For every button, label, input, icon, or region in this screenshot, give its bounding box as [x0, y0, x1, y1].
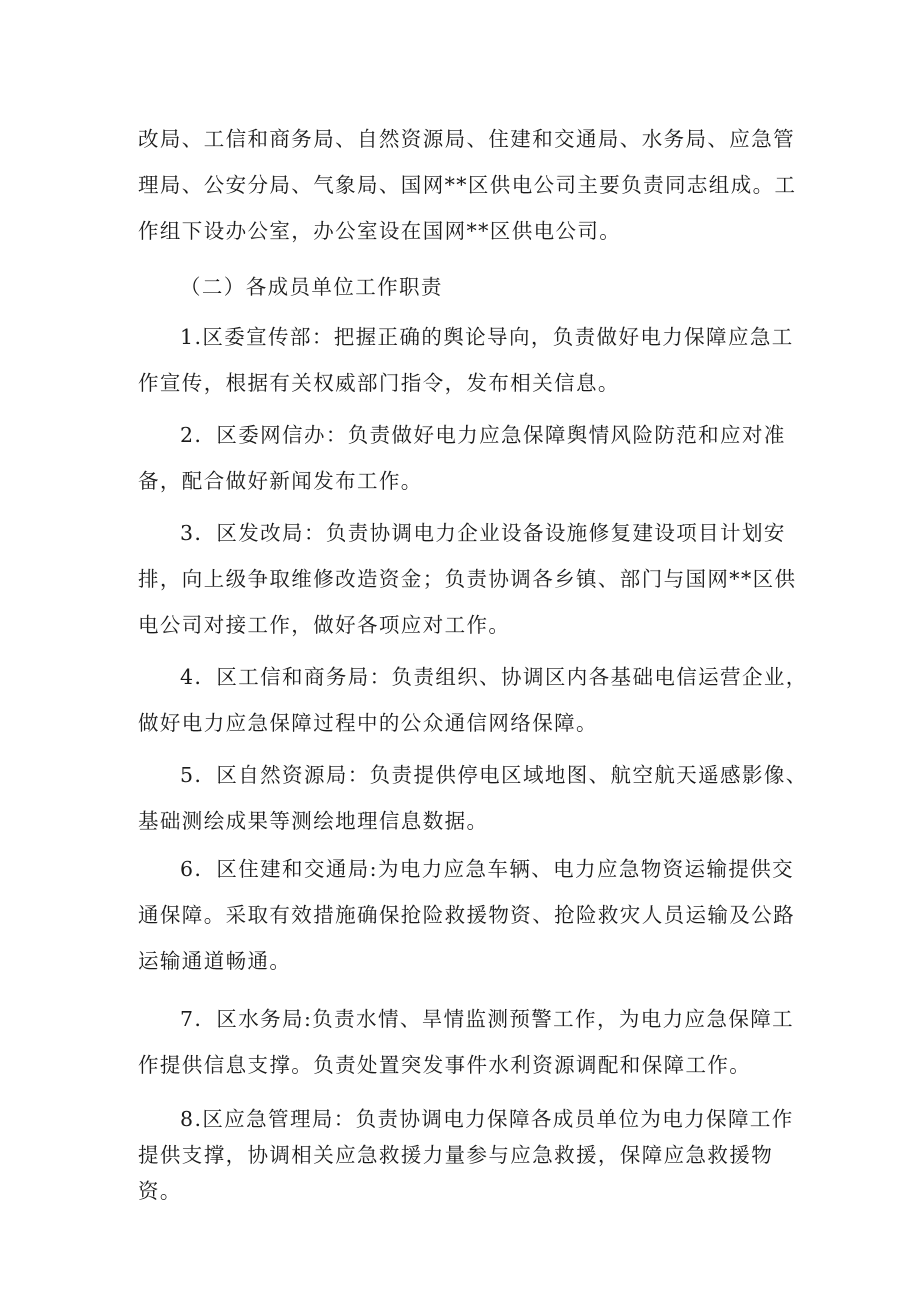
paragraph-item-5: 5．区自然资源局：负责提供停电区域地图、航空航天遥感影像、基础测绘成果等测绘地理信息数据。 [138, 763, 808, 833]
paragraph-item-4: 4．区工信和商务局：负责组织、协调区内各基础电信运营企业，做好电力应急保障过程中的公众通信网络保障。 [138, 665, 808, 735]
paragraph-item-1: 1.区委宣传部：把握正确的舆论导向，负责做好电力保障应急工作宣传，根据有关权威部门指令，发布相关信息。 [138, 325, 794, 395]
paragraph-item-7: 7．区水务局:负责水情、旱情监测预警工作，为电力应急保障工作提供信息支撑。负责处置突发事件水利资源调配和保障工作。 [138, 1007, 795, 1077]
paragraph-member-list-continued: 改局、工信和商务局、自然资源局、住建和交通局、水务局、应急管理局、公安分局、气象局、国网**区供电公司主要负责同志组成。工作组下设办公室，办公室设在国网**区供电公司。 [138, 127, 797, 243]
paragraph-item-2: 2．区委网信办：负责做好电力应急保障舆情风险防范和应对准备，配合做好新闻发布工作。 [138, 423, 786, 493]
section-heading-member-duties: （二）各成员单位工作职责 [180, 275, 443, 299]
paragraph-item-6: 6．区住建和交通局:为电力应急车辆、电力应急物资运输提供交通保障。采取有效措施确保抢险救援物资、抢险救灾人员运输及公路运输通道畅通。 [138, 857, 795, 973]
paragraph-item-8: 8.区应急管理局：负责协调电力保障各成员单位为电力保障工作提供支撑，协调相关应急救援力量参与应急救援，保障应急救援物资。 [138, 1107, 794, 1203]
paragraph-item-3: 3．区发改局：负责协调电力企业设备设施修复建设项目计划安排，向上级争取维修改造资金；负责协调各乡镇、部门与国网**区供电公司对接工作，做好各项应对工作。 [138, 521, 797, 637]
